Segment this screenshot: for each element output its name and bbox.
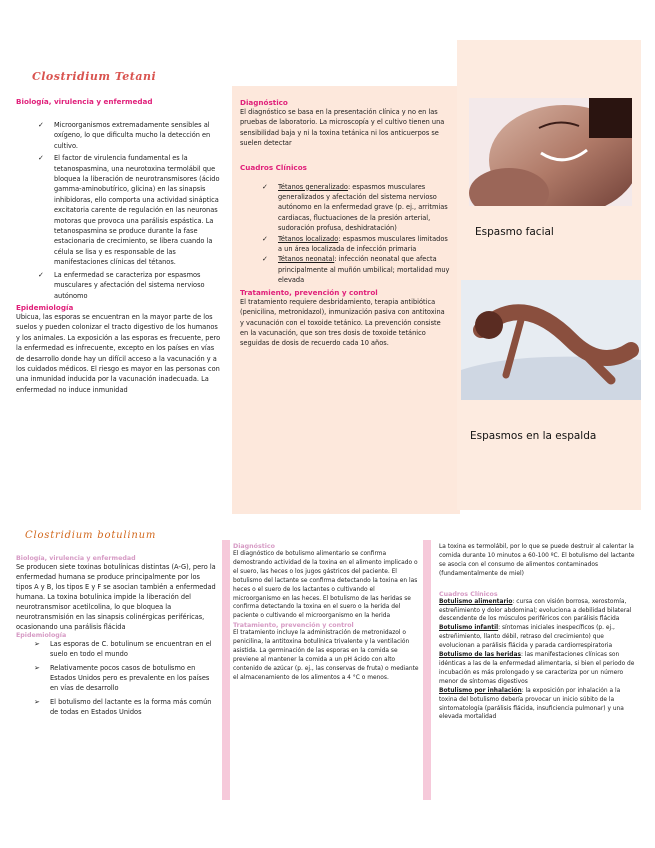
list-item: ✓ El factor de virulencia fundamental es la tetanospasmina, una neurotoxina termolábil que bloquea la liberación de neurotransmisores (ácido gamma-aminobutírico, glicina) en las sinapsis inhibidoras, ello comporta una actividad sináptica excitatoria carente de regulación en las neuronas motoras que provoca una parálisis espástica. La tetanospasmina se produce durante la fase estacionaria de crecimiento, se libera cuando la célula se lisa y es responsable de las manifestaciones clínicas del tétanos. xyxy=(38,154,220,267)
check-icon: ✓ xyxy=(38,154,44,163)
list-item: ➢ El botulismo del lactante es la forma más común de todas en Estados Unidos xyxy=(34,698,212,716)
botulinum-treatment-text: El tratamiento incluye la administración de metronidazol o penicilina, la antitoxina botulínica trivalente y la ventilación asistida. La germinación de las esporas en la comida se previene al mantener la comida a un pH ácido con alto contenido de azúcar (p. ej., las conservas de fruta) o mediante el almacenamiento de los alimentos a 4 °C o menos. xyxy=(233,630,419,681)
botulinum-diagnosis-text: El diagnóstico de botulismo alimentario se confirma demostrando actividad de la toxina en el alimento implicado o el suero, las heces o los jugos gástricos del paciente. El botulismo del lactante se confirma detectando la toxina en las heces o el suero de los lactantes o cultivando el microorganismo en las heces. El botulismo de las heridas se confirma detectando la toxina en el suero o la herida del paciente o cultivando el microorganismo en la herida xyxy=(233,551,418,620)
botulinum-clinical-heading: Cuadros Clínicos xyxy=(439,590,498,598)
botulinum-epi-list xyxy=(16,639,216,717)
epidemiology-text: Ubicua, las esporas se encuentran en la mayor parte de los suelos y pueden colonizar el tracto digestivo de los humanos y los animales. La exposición a las esporas es frecuente, pero la enfermedad es infrecuente, excepto en los países en vías de desarrollo donde hay un difícil acceso a la vacunación y a los cuidados médicos. El riesgo es mayor en las personas con una inmunidad inducida por la vacunación inadecuada. La enfermedad no induce inmunidad xyxy=(16,312,221,394)
botulinum-biology-text: Se producen siete toxinas botulínicas distintas (A-G), pero la enfermedad humana se produce principalmente por los tipos A y B, los tipos E y F se asocian también a enfermedad humana. La toxina botulínica impide la liberación del neurotransmisor acetilcolina, lo que bloquea la neurotransmisión en las sinapsis colinérgicas periféricas, ocasionando una parálisis flácida xyxy=(16,563,216,631)
back-spasm-photo xyxy=(461,280,641,400)
list-item: ✓ La enfermedad se caracteriza por espasmos musculares y afectación del sistema nervioso autónomo xyxy=(38,270,205,300)
botulinum-clinical-item: Botulismo alimentario: cursa con visión borrosa, xerostomía, estreñimiento y dolor abdominal; evoluciona a debilidad bilateral descendente de los músculos periféricos con parálisis flácida xyxy=(439,598,632,623)
botulinum-diagnosis-heading: Diagnóstico xyxy=(233,543,275,550)
check-icon: ✓ xyxy=(38,121,44,129)
botulinum-title: Clostridium botulinum xyxy=(25,530,157,541)
back-spasm-image xyxy=(461,280,641,400)
botulinum-clinical-item: Botulismo infantil: síntomas iniciales inespecíficos (p. ej., estreñimiento, llanto débil, retraso del crecimiento) que evolucionan a parálisis flácida y parada cardiorrespiratoria xyxy=(439,625,615,650)
tetani-col2 xyxy=(240,98,450,349)
treatment-text: El tratamiento requiere desbridamiento, terapia antibiótica (penicilina, metronidazol), inmunización pasiva con antitoxina y vacunación con el toxoide tetánico. La prevención consiste en la vacunación, que son tres dosis de toxoide tetánico seguidas de dosis de recuerdo cada 10 años. xyxy=(240,297,445,348)
epidemiology-heading: Epidemiología xyxy=(16,302,74,312)
list-item: ✓ Tétanos localizado: espasmos musculares limitados a un área localizada de infección primaria xyxy=(262,234,448,254)
diagnosis-heading: Diagnóstico xyxy=(240,98,288,107)
check-icon: ✓ xyxy=(262,234,268,243)
list-item: ➢ Relativamente pocos casos de botulismo en Estados Unidos pero es prevalente en los países en vías de desarrollo xyxy=(34,664,210,692)
tetani-title: Clostridium Tetani xyxy=(32,70,157,83)
treatment-heading: Tratamiento, prevención y control xyxy=(240,287,378,297)
biology-list xyxy=(16,120,222,301)
botulinum-clinical-item: Botulismo de las heridas: las manifestaciones clínicas son idénticas a las de la enfermedad alimentaria, si bien el periodo de incubación es más prolongado y se caracteriza por un número menor de síntomas digestivos xyxy=(439,652,635,685)
botulinum-treatment-heading: Tratamiento, prevención y control xyxy=(233,622,354,630)
check-icon: ✓ xyxy=(262,255,268,264)
diagnosis-text: El diagnóstico se basa en la presentación clínica y no en las pruebas de laboratorio. La microscopía y el cultivo tienen una sensibilidad baja y ni la toxina tetánica ni los anticuerpos se suelen detectar xyxy=(240,108,445,148)
botulinum-col1 xyxy=(16,555,216,717)
biology-heading: Biología, virulencia y enfermedad xyxy=(16,97,153,106)
arrow-bullet-icon: ➢ xyxy=(34,640,40,648)
check-icon: ✓ xyxy=(262,182,268,191)
arrow-bullet-icon: ➢ xyxy=(34,698,40,706)
botulinum-epi-heading: Epidemiología xyxy=(16,632,67,639)
facial-spasm-photo xyxy=(469,98,632,206)
botulinum-intro-text: La toxina es termolábil, por lo que se puede destruir al calentar la comida durante 10 minutos a 60-100 ºC. El botulismo del lactante se asocia con el consumo de alimentos contaminados (fundamentalmente de miel) xyxy=(439,544,635,577)
clinical-heading: Cuadros Clínicos xyxy=(240,162,307,172)
divider-pink-2 xyxy=(423,540,431,800)
list-item: ✓ Microorganismos extremadamente sensibles al oxígeno, lo que dificulta mucho la detección en cultivo. xyxy=(38,121,211,150)
back-spasm-caption: Espasmos en la espalda xyxy=(470,430,597,442)
divider-pink-1 xyxy=(222,540,230,800)
arrow-bullet-icon: ➢ xyxy=(34,664,40,672)
tetani-col1 xyxy=(16,97,222,395)
facial-spasm-image xyxy=(469,98,632,206)
botulinum-clinical-item: Botulismo por inhalación: la exposición por inhalación a la toxina del botulismo debería provocar un inicio súbito de la sintomatología (parálisis flácida, insuficiencia pulmonar) y una elevada mortalidad xyxy=(439,687,624,721)
botulinum-col2 xyxy=(233,543,419,683)
facial-spasm-caption: Espasmo facial xyxy=(475,226,554,238)
botulinum-col3 xyxy=(439,543,639,722)
list-item: ✓ Tétanos generalizado: espasmos musculares generalizados y afectación del sistema nervioso autónomo en la enfermedad grave (p. ej., arritmias cardiacas, fluctuaciones de la presión arterial, sudoración profusa, deshidratación) xyxy=(262,182,448,233)
botulinum-biology-heading: Biología, virulencia y enfermedad xyxy=(16,555,136,562)
list-item: ➢ Las esporas de C. botulinum se encuentran en el suelo en todo el mundo xyxy=(34,640,212,658)
check-icon: ✓ xyxy=(38,270,44,279)
list-item: ✓ Tétanos neonatal: infección neonatal que afecta principalmente al muñón umbilical; mortalidad muy elevada xyxy=(262,255,450,285)
clinical-list xyxy=(240,182,450,286)
